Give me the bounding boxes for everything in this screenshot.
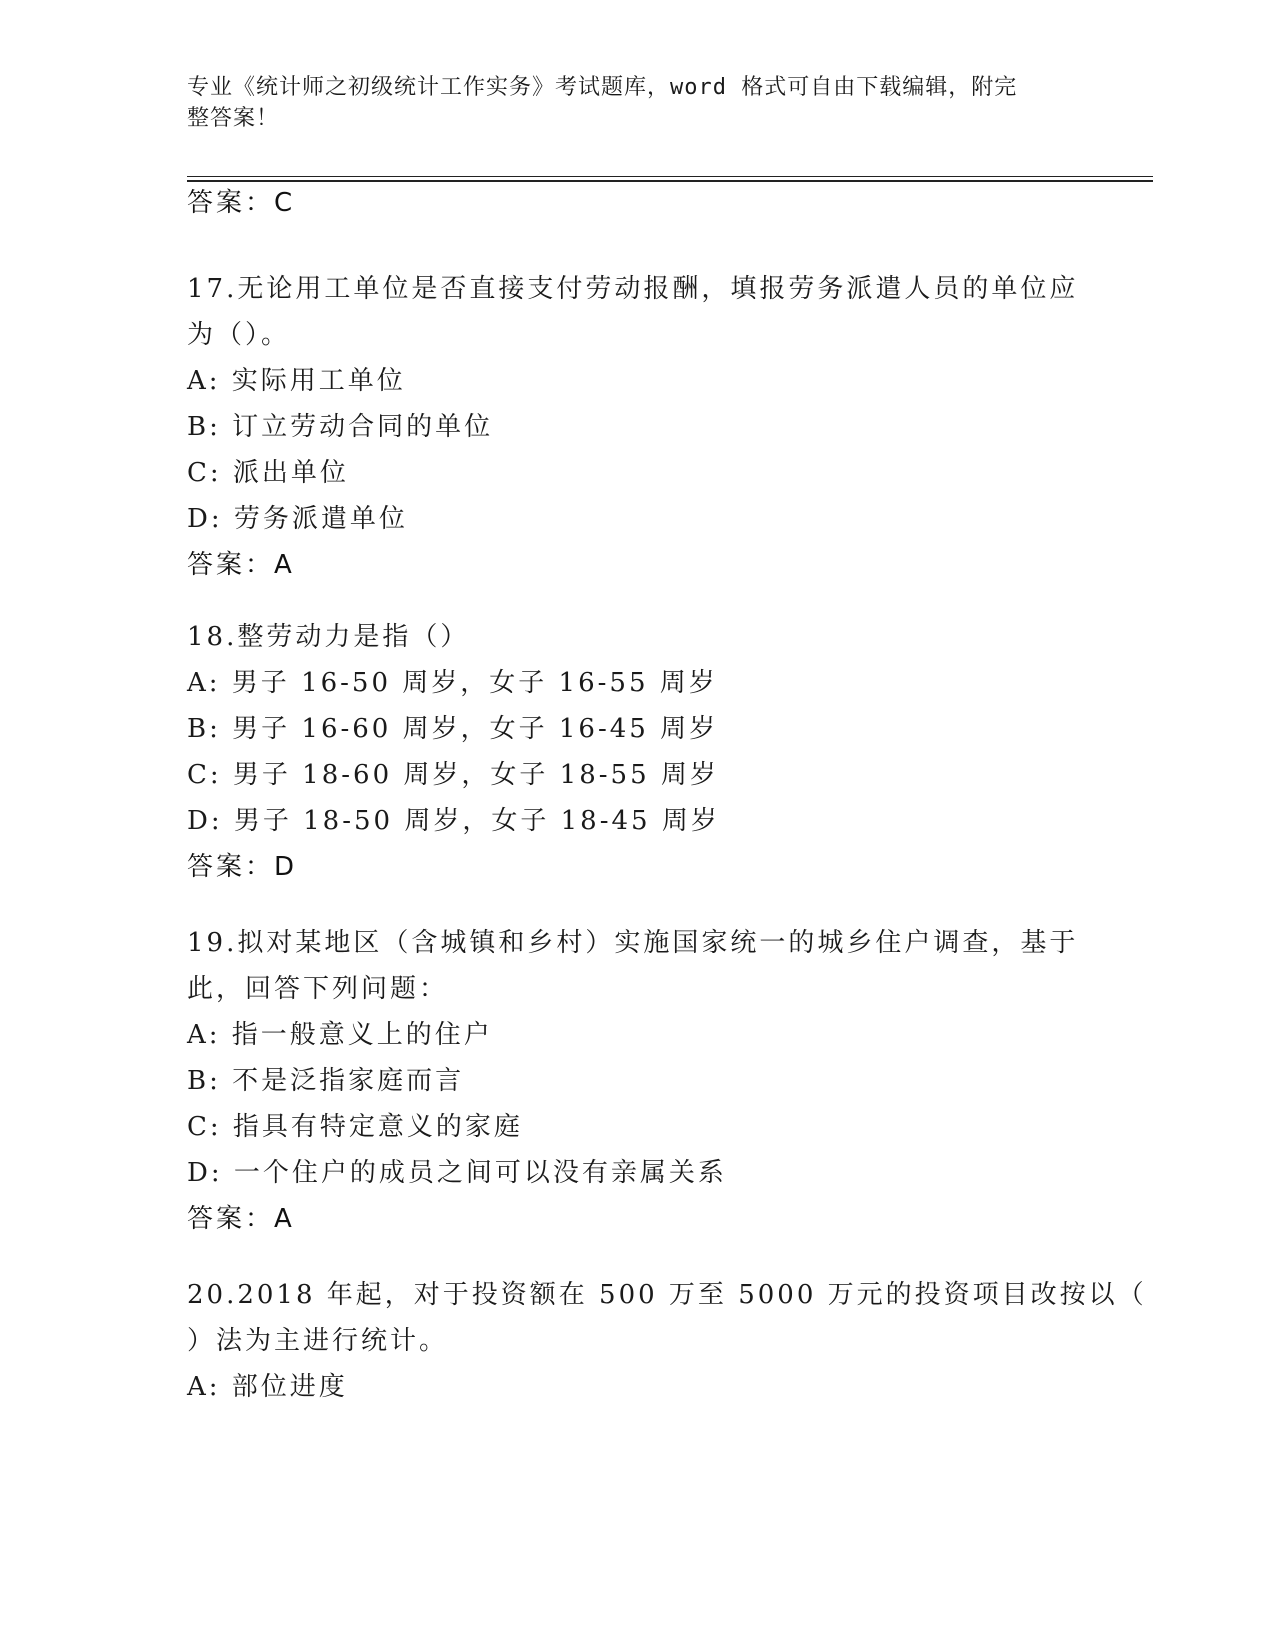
question-stem: 19.拟对某地区（含城镇和乡村）实施国家统一的城乡住户调查，基于: [187, 928, 1079, 958]
option-a: A: 指一般意义上的住户: [187, 1020, 493, 1050]
option-c: C: 派出单位: [187, 458, 349, 488]
question-stem: 18.整劳动力是指（）: [187, 622, 470, 652]
question-stem: 17.无论用工单位是否直接支付劳动报酬，填报劳务派遣人员的单位应: [187, 274, 1079, 304]
option-a: A: 实际用工单位: [187, 366, 406, 396]
answer-label: 答案：A: [187, 550, 295, 580]
question-19: [187, 920, 1087, 1242]
page-header: [187, 72, 1067, 134]
option-c: C: 指具有特定意义的家庭: [187, 1112, 523, 1142]
option-a: A: 部位进度: [187, 1372, 348, 1402]
previous-answer-block: [187, 180, 1087, 226]
option-b: B: 不是泛指家庭而言: [187, 1066, 465, 1096]
option-a: A: 男子 16-50 周岁，女子 16-55 周岁: [187, 668, 718, 698]
question-stem: ）法为主进行统计。: [187, 1326, 449, 1356]
answer-label: 答案：D: [187, 852, 298, 882]
option-c: C: 男子 18-60 周岁，女子 18-55 周岁: [187, 760, 719, 790]
question-stem: 此，回答下列问题：: [187, 974, 449, 1004]
question-20: [187, 1272, 1147, 1410]
option-b: B: 男子 16-60 周岁，女子 16-45 周岁: [187, 714, 719, 744]
question-18: [187, 614, 1087, 890]
answer-label: 答案：C: [187, 188, 296, 218]
header-divider-thin: [187, 176, 1153, 177]
question-stem: 20.2018 年起，对于投资额在 500 万至 5000 万元的投资项目改按以（: [187, 1280, 1147, 1310]
question-stem: 为（）。: [187, 320, 291, 350]
header-line-2: 整答案！: [187, 106, 280, 131]
answer-label: 答案：A: [187, 1204, 295, 1234]
header-line-1: 专业《统计师之初级统计工作实务》考试题库，word 格式可自由下载编辑，附完: [187, 75, 1018, 100]
option-d: D: 劳务派遣单位: [187, 504, 408, 534]
option-d: D: 一个住户的成员之间可以没有亲属关系: [187, 1158, 727, 1188]
option-d: D: 男子 18-50 周岁，女子 18-45 周岁: [187, 806, 720, 836]
option-b: B: 订立劳动合同的单位: [187, 412, 494, 442]
question-17: [187, 266, 1087, 588]
